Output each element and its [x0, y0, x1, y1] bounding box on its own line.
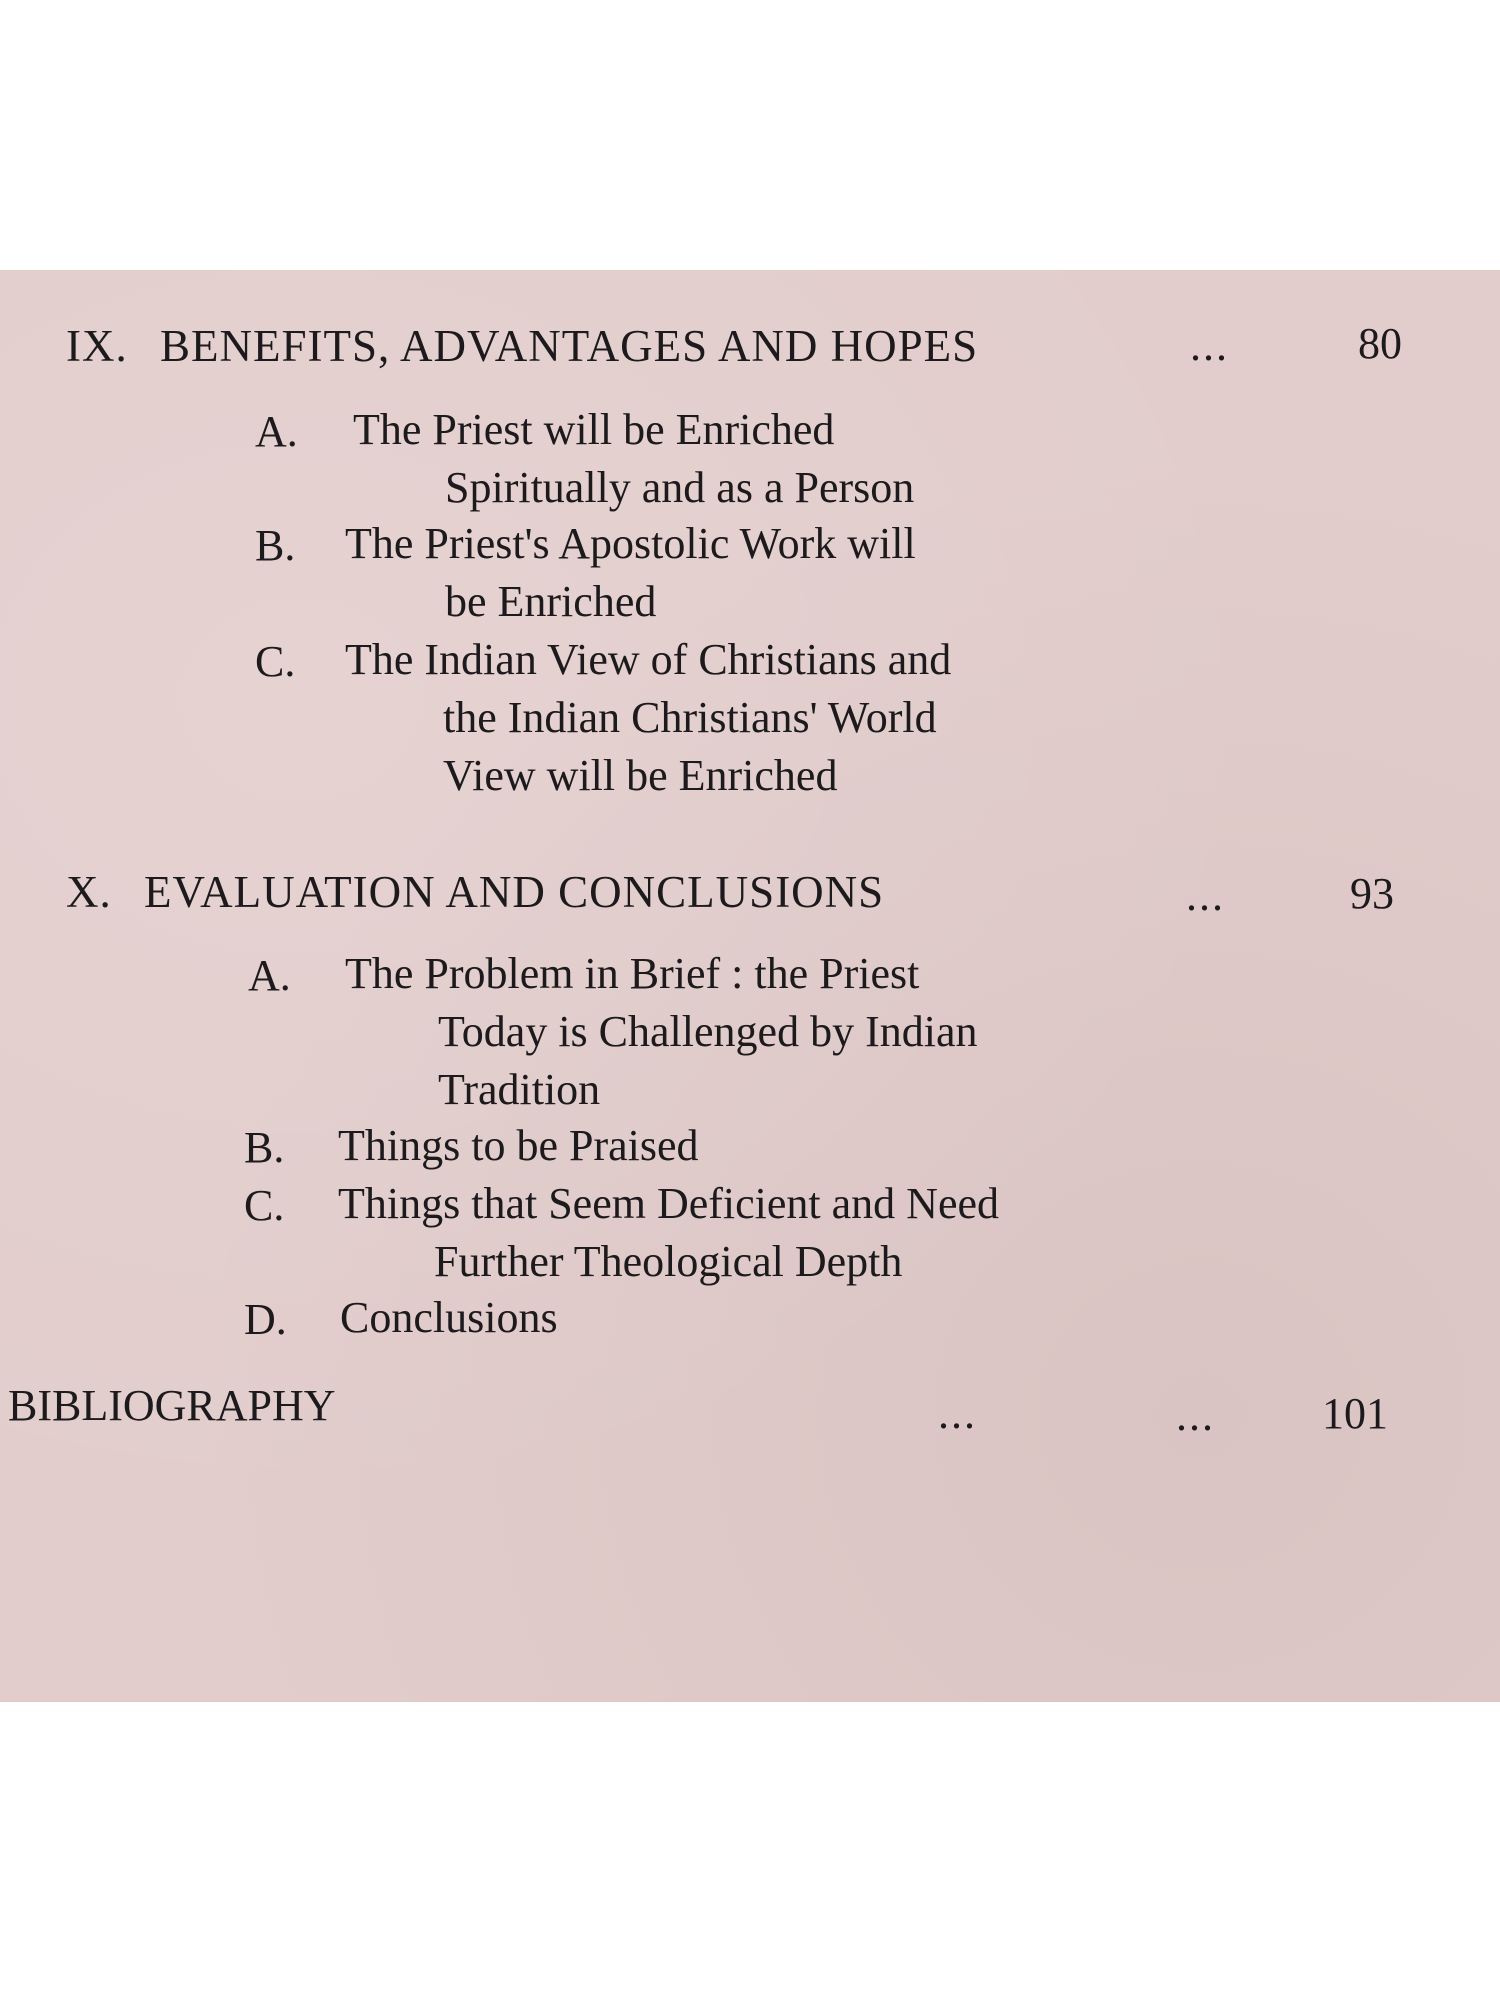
page-number: 93: [1350, 869, 1394, 918]
leader-dots: ...: [938, 1389, 977, 1438]
section-line: The Priest's Apostolic Work will: [345, 519, 916, 568]
section-line: Conclusions: [340, 1293, 558, 1342]
section-letter: A.: [248, 951, 291, 1000]
section-line: Things that Seem Deficient and Need: [338, 1179, 1000, 1228]
page-number: 101: [1322, 1389, 1388, 1438]
section-line: be Enriched: [445, 577, 657, 626]
section-letter: B.: [255, 521, 296, 570]
section-letter: A.: [255, 407, 298, 456]
chapter-number: IX.: [66, 321, 128, 371]
section-line: the Indian Christians' World: [443, 693, 937, 742]
leader-dots: ...: [1176, 1391, 1215, 1440]
section-line: Further Theological Depth: [434, 1237, 903, 1286]
bibliography-title: BIBLIOGRAPHY: [8, 1381, 336, 1430]
chapter-title: EVALUATION AND CONCLUSIONS: [144, 867, 885, 917]
section-letter: B.: [244, 1123, 285, 1172]
chapter-number: X.: [66, 867, 112, 917]
book-page: [0, 270, 1500, 1702]
section-letter: C.: [255, 637, 296, 686]
chapter-heading: [66, 866, 884, 918]
section-letter: D.: [244, 1295, 287, 1344]
section-line: The Priest will be Enriched: [353, 405, 835, 454]
section-line: Things to be Praised: [338, 1121, 699, 1170]
section-line: Spiritually and as a Person: [445, 463, 915, 512]
page-number: 80: [1358, 319, 1402, 368]
section-line: The Problem in Brief : the Priest: [345, 949, 920, 998]
leader-dots: ...: [1190, 321, 1229, 370]
section-line: View will be Enriched: [443, 751, 838, 800]
section-letter: C.: [244, 1181, 285, 1230]
section-line: The Indian View of Christians and: [345, 635, 952, 684]
chapter-title: BENEFITS, ADVANTAGES AND HOPES: [159, 321, 979, 371]
section-line: Tradition: [438, 1065, 601, 1114]
chapter-heading: [66, 320, 978, 372]
leader-dots: ...: [1186, 871, 1225, 920]
section-line: Today is Challenged by Indian: [438, 1007, 978, 1056]
